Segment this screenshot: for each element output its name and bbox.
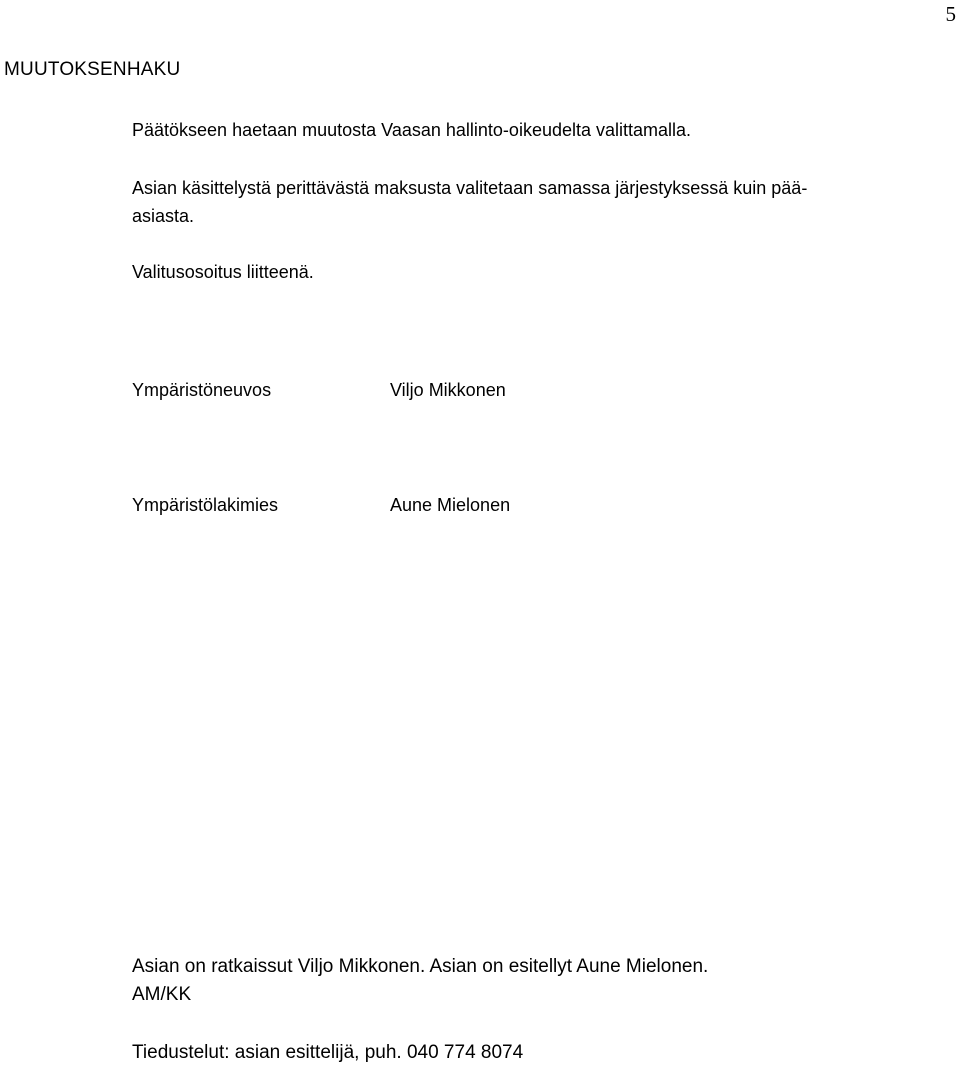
page-number: 5 bbox=[945, 2, 956, 26]
section-heading: MUUTOKSENHAKU bbox=[4, 59, 181, 80]
signer-name: Viljo Mikkonen bbox=[390, 380, 506, 400]
appeal-instructions-note: Valitusosoitus liitteenä. bbox=[132, 262, 314, 282]
signer-role: Ympäristöneuvos bbox=[132, 380, 272, 400]
contact-line: Tiedustelut: asian esittelijä, puh. 040 774 8074 bbox=[132, 1042, 524, 1063]
signature-row bbox=[132, 491, 510, 519]
signer-role: Ympäristölakimies bbox=[132, 495, 279, 515]
signature-row bbox=[132, 376, 506, 404]
appeal-paragraph: Päätökseen haetaan muutosta Vaasan hallinto-oikeudelta valittamalla. bbox=[132, 120, 692, 140]
signer-name: Aune Mielonen bbox=[390, 495, 511, 515]
initials: AM/KK bbox=[132, 984, 192, 1005]
fee-appeal-paragraph: Asian käsittelystä perittävästä maksusta valitetaan samassa järjestyksessä kuin pää- asiasta. bbox=[132, 178, 808, 226]
decision-line: Asian on ratkaissut Viljo Mikkonen. Asian on esitellyt Aune Mielonen. bbox=[132, 956, 709, 977]
